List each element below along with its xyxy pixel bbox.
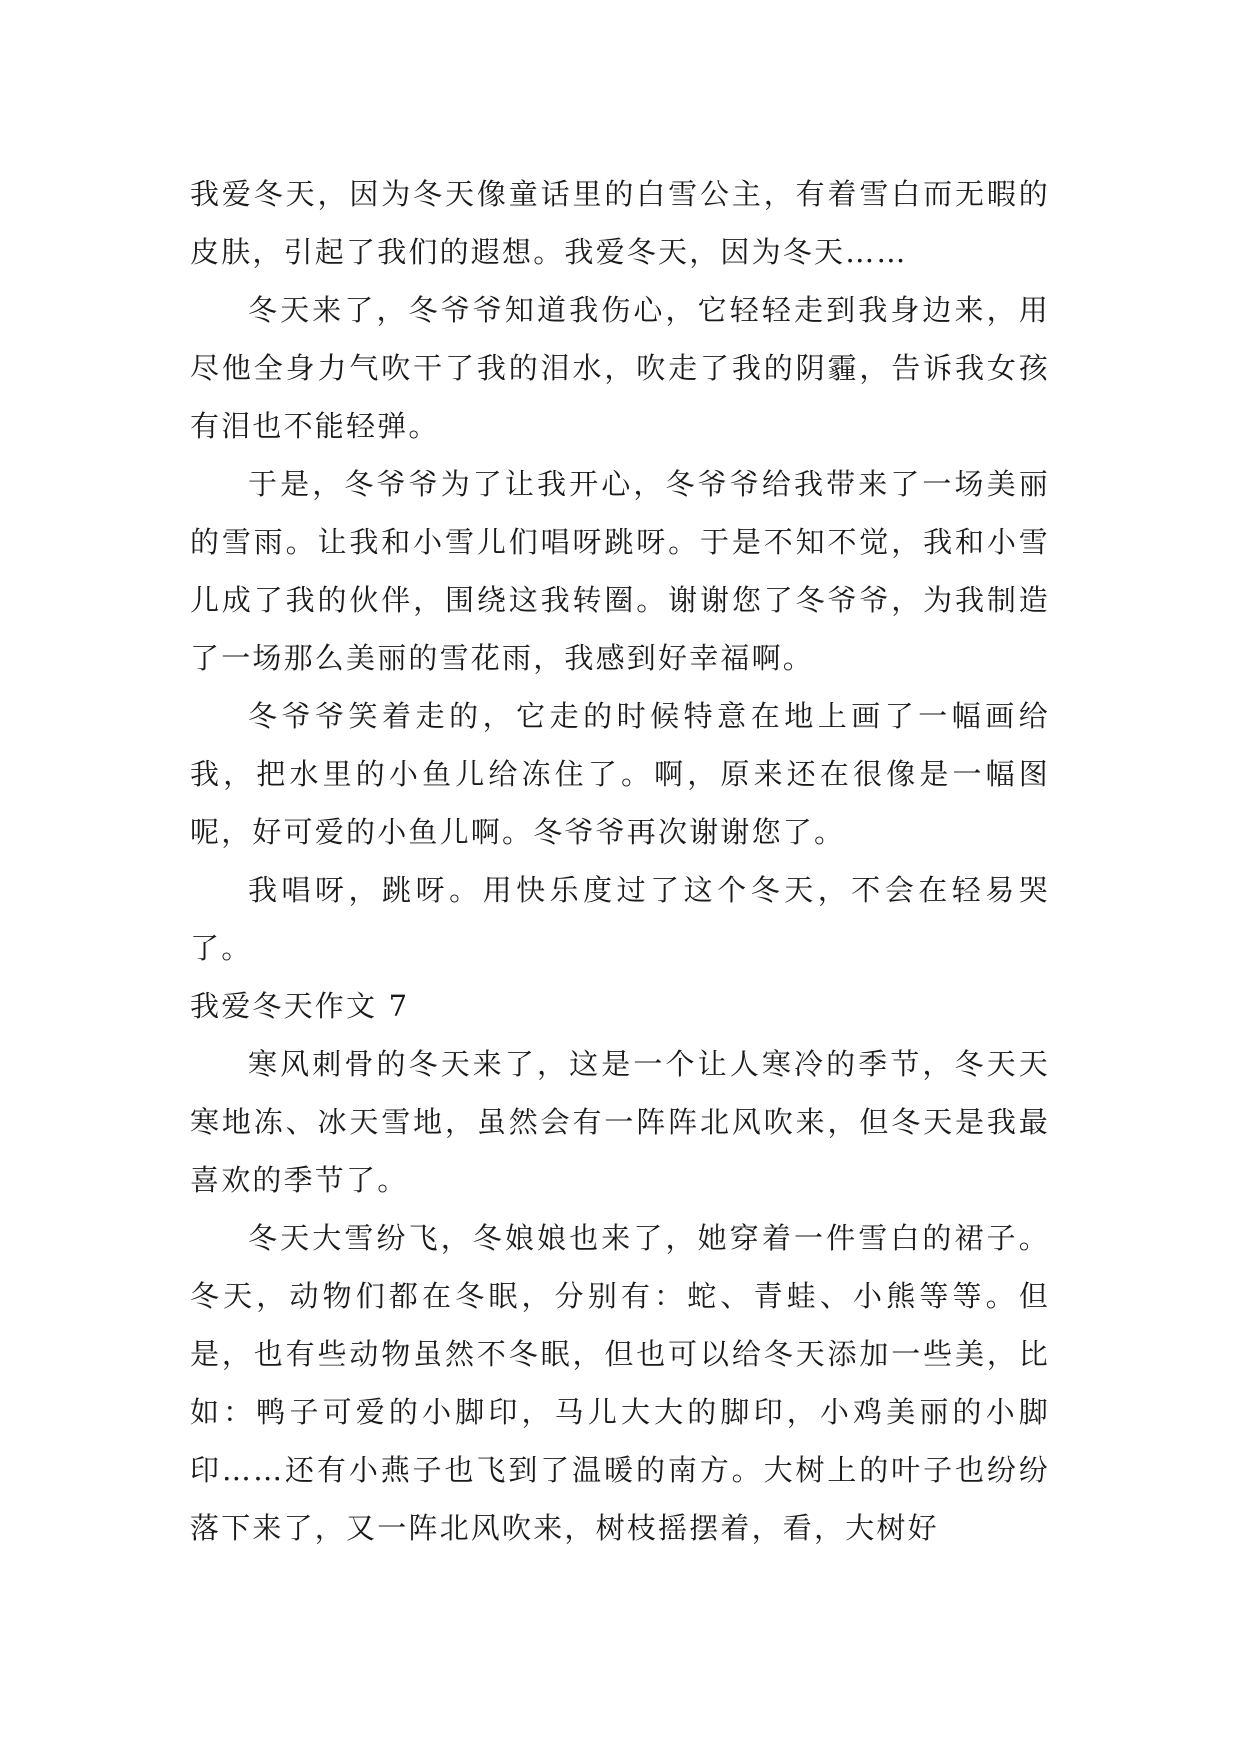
document-body (190, 165, 1050, 1557)
paragraph-6: 寒风刺骨的冬天来了，这是一个让人寒冷的季节，冬天天寒地冻、冰天雪地，虽然会有一阵阵北风吹来，但冬天是我最喜欢的季节了。 (190, 1047, 1050, 1197)
section-heading: 我爱冬天作文 7 (190, 989, 410, 1023)
paragraph-3: 于是，冬爷爷为了让我开心，冬爷爷给我带来了一场美丽的雪雨。让我和小雪儿们唱呀跳呀。于是不知不觉，我和小雪儿成了我的伙伴，围绕这我转圈。谢谢您了冬爷爷，为我制造了一场那么美丽的雪花雨，我感到好幸福啊。 (190, 467, 1050, 675)
paragraph-2: 冬天来了，冬爷爷知道我伤心，它轻轻走到我身边来，用尽他全身力气吹干了我的泪水，吹走了我的阴霾，告诉我女孩有泪也不能轻弹。 (190, 293, 1050, 443)
paragraph-7: 冬天大雪纷飞，冬娘娘也来了，她穿着一件雪白的裙子。冬天，动物们都在冬眠，分别有：蛇、青蛙、小熊等等。但是，也有些动物虽然不冬眠，但也可以给冬天添加一些美，比如：鸭子可爱的小脚印，马儿大大的脚印，小鸡美丽的小脚印……还有小燕子也飞到了温暖的南方。大树上的叶子也纷纷落下来了，又一阵北风吹来，树枝摇摆着，看，大树好 (190, 1221, 1050, 1545)
paragraph-5: 我唱呀，跳呀。用快乐度过了这个冬天，不会在轻易哭了。 (190, 873, 1050, 965)
paragraph-1: 我爱冬天，因为冬天像童话里的白雪公主，有着雪白而无暇的皮肤，引起了我们的遐想。我爱冬天，因为冬天…… (190, 177, 1050, 269)
paragraph-4: 冬爷爷笑着走的，它走的时候特意在地上画了一幅画给我，把水里的小鱼儿给冻住了。啊，原来还在很像是一幅图呢，好可爱的小鱼儿啊。冬爷爷再次谢谢您了。 (190, 699, 1050, 849)
